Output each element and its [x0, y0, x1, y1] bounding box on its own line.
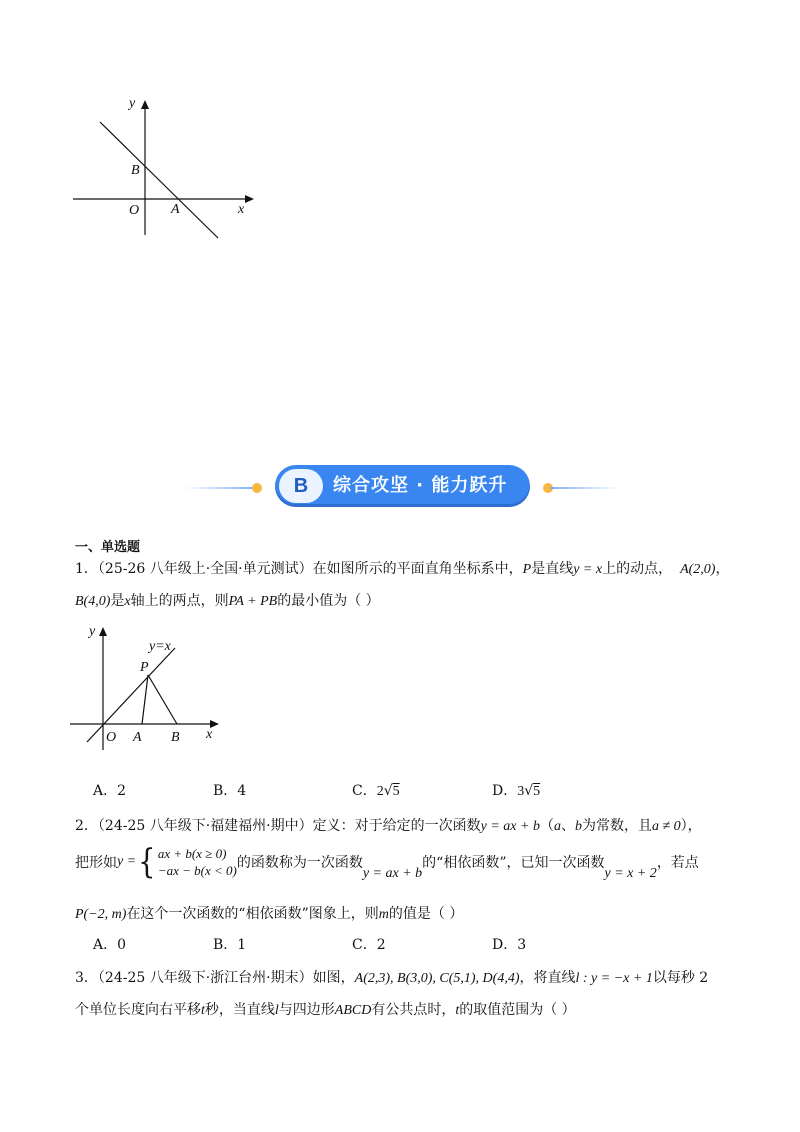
q2-separator: 、 — [560, 818, 575, 834]
q1-number: 1． — [75, 561, 98, 577]
q1-point-p-label: P — [140, 660, 149, 675]
q2-line-1 — [75, 815, 702, 835]
q2-text-9: 在这个一次函数的“相依函数”图象上，则 — [126, 906, 379, 922]
q1-text-5: 轴上的两点，则 — [130, 593, 229, 609]
q2-option-a[interactable]: A．0 — [93, 937, 127, 953]
q3-line-2 — [75, 999, 576, 1019]
q1-text-2: 是直线 — [531, 561, 574, 577]
q1-text-3: 上的动点， — [602, 561, 673, 577]
q2-cases — [158, 845, 237, 879]
q2-function: y = ax + b — [480, 819, 540, 834]
banner-letter-badge: B — [279, 469, 323, 503]
q3-text-1: 如图， — [312, 970, 355, 986]
q1-option-d-letter: D． — [492, 783, 518, 799]
q3-number: 3． — [75, 970, 98, 986]
q2-text-4: ）， — [680, 818, 702, 834]
q1-y-axis-label: y — [89, 624, 96, 639]
q1-y-axis-arrow — [99, 627, 107, 636]
q1-point-a: A(2,0) — [680, 562, 716, 577]
q2-var-b: b — [574, 819, 582, 834]
q2-number: 2． — [75, 818, 98, 834]
q1-option-d-radicand: 5 — [533, 784, 541, 799]
banner-left-dot — [252, 483, 262, 493]
q2-line-3 — [75, 903, 463, 923]
q1-source: （25-26 八年级上·全国·单元测试） — [97, 561, 313, 577]
q2-text-7: 的“相依函数”，已知一次函数 — [422, 855, 605, 871]
q2-option-c[interactable]: C．2 — [352, 937, 386, 953]
q1-option-d-coefficient: 3 — [517, 784, 525, 799]
q3-text-8: 的取值范围为（ ） — [459, 1002, 576, 1018]
q1-text-6: 的最小值为（ ） — [277, 593, 380, 609]
q2-source: （24-25 八年级下·福建福州·期中） — [97, 818, 313, 834]
q1-graph-figure — [65, 620, 235, 750]
q1-origin-label: O — [106, 730, 117, 745]
q1-line-y-equals-x — [87, 648, 175, 742]
q3-var-t: t — [201, 1003, 205, 1018]
x-axis-label: x — [238, 202, 245, 217]
q2-var-a: a — [553, 819, 561, 834]
q2-text-8: ，若点 — [656, 855, 699, 871]
q2-text-2: （ — [539, 818, 554, 834]
q3-line-1 — [75, 967, 708, 987]
q2-case-2: −ax − b(x < 0) — [157, 863, 237, 878]
q3-text-4: 个单位长度向右平移 — [75, 1002, 201, 1018]
point-b-label: B — [131, 163, 140, 178]
q3-text-7: 有公共点时， — [371, 1002, 456, 1018]
q1-line-2 — [75, 590, 380, 610]
q2-left-brace: { — [138, 842, 156, 882]
q2-text-1: 定义：对于给定的一次函数 — [312, 818, 481, 834]
q1-point-a-label: A — [133, 730, 142, 745]
q2-y-equals: y = — [117, 854, 137, 869]
q3-source: （24-25 八年级下·浙江台州·期末） — [97, 970, 313, 986]
q1-option-d[interactable] — [492, 780, 540, 800]
q1-point-b-label: B — [171, 730, 180, 745]
q2-option-b[interactable]: B．1 — [213, 937, 247, 953]
y-axis-arrow — [141, 100, 149, 109]
origin-label: O — [129, 203, 140, 218]
q2-point-p: P(−2, m) — [75, 907, 127, 922]
q2-piecewise — [136, 842, 237, 882]
q1-line-1 — [75, 558, 729, 578]
x-axis-arrow — [245, 195, 254, 203]
q1-option-c-coefficient: 2 — [376, 784, 384, 799]
q3-quadrilateral: ABCD — [334, 1003, 372, 1018]
q1-line-equation: y = x — [573, 562, 603, 577]
q1-var-x: x — [124, 594, 131, 609]
q3-points: A(2,3), B(3,0), C(5,1), D(4,4) — [354, 971, 520, 986]
q2-var-m: m — [378, 907, 389, 922]
q2-function-2: y = ax + b — [362, 866, 423, 881]
q1-text-1: 在如图所示的平面直角坐标系中， — [312, 561, 523, 577]
q2-case-1: ax + b(x ≥ 0) — [157, 846, 227, 861]
banner-left-line — [185, 487, 255, 489]
decreasing-line — [100, 122, 218, 238]
q3-text-2: ，将直线 — [519, 970, 576, 986]
q1-text-4: 是 — [110, 593, 125, 609]
section-title: 一、单选题 — [75, 540, 141, 555]
top-graph-figure — [65, 95, 265, 245]
section-banner — [275, 465, 530, 507]
q1-segment-pb — [148, 675, 177, 724]
q3-text-6: 与四边形 — [278, 1002, 335, 1018]
top-graph-svg — [65, 95, 265, 245]
point-a-label: A — [171, 202, 180, 217]
q1-option-d-radical-sign: √ — [524, 783, 534, 799]
q1-option-c-radicand: 5 — [392, 784, 400, 799]
q2-text-3: 为常数，且 — [581, 818, 652, 834]
q2-text-5: 把形如 — [75, 855, 117, 871]
q1-x-axis-label: x — [206, 727, 213, 742]
q1-line-label: y=x — [149, 639, 171, 654]
q1-option-b[interactable]: B．4 — [213, 783, 247, 799]
q1-comma: ， — [715, 561, 730, 577]
q2-option-d[interactable]: D．3 — [492, 937, 527, 953]
y-axis-label: y — [129, 96, 136, 111]
q1-option-c[interactable] — [352, 780, 400, 800]
q1-var-p: P — [522, 562, 532, 577]
q1-point-b: B(4,0) — [75, 594, 111, 609]
q3-text-3: 以每秒 2 — [652, 970, 709, 986]
q1-sum-expression: PA + PB — [228, 594, 278, 609]
q3-var-l: l — [274, 1003, 279, 1018]
q3-var-t-2: t — [455, 1003, 460, 1018]
q2-line-2 — [75, 842, 699, 882]
banner-right-line — [550, 487, 620, 489]
q1-option-c-radical-sign: √ — [383, 783, 393, 799]
q3-line-equation: l : y = −x + 1 — [575, 971, 653, 986]
q1-option-c-letter: C． — [352, 783, 377, 799]
q1-option-a[interactable]: A．2 — [93, 783, 127, 799]
q2-text-10: 的值是（ ） — [388, 906, 464, 922]
q2-condition: a ≠ 0 — [651, 819, 681, 834]
q2-text-6: 的函数称为一次函数 — [236, 855, 363, 871]
banner-title: 综合攻坚 · 能力跃升 — [333, 475, 508, 496]
q2-function-3: y = x + 2 — [604, 866, 657, 881]
q3-text-5: 秒，当直线 — [204, 1002, 275, 1018]
q1-graph-svg — [65, 620, 235, 750]
